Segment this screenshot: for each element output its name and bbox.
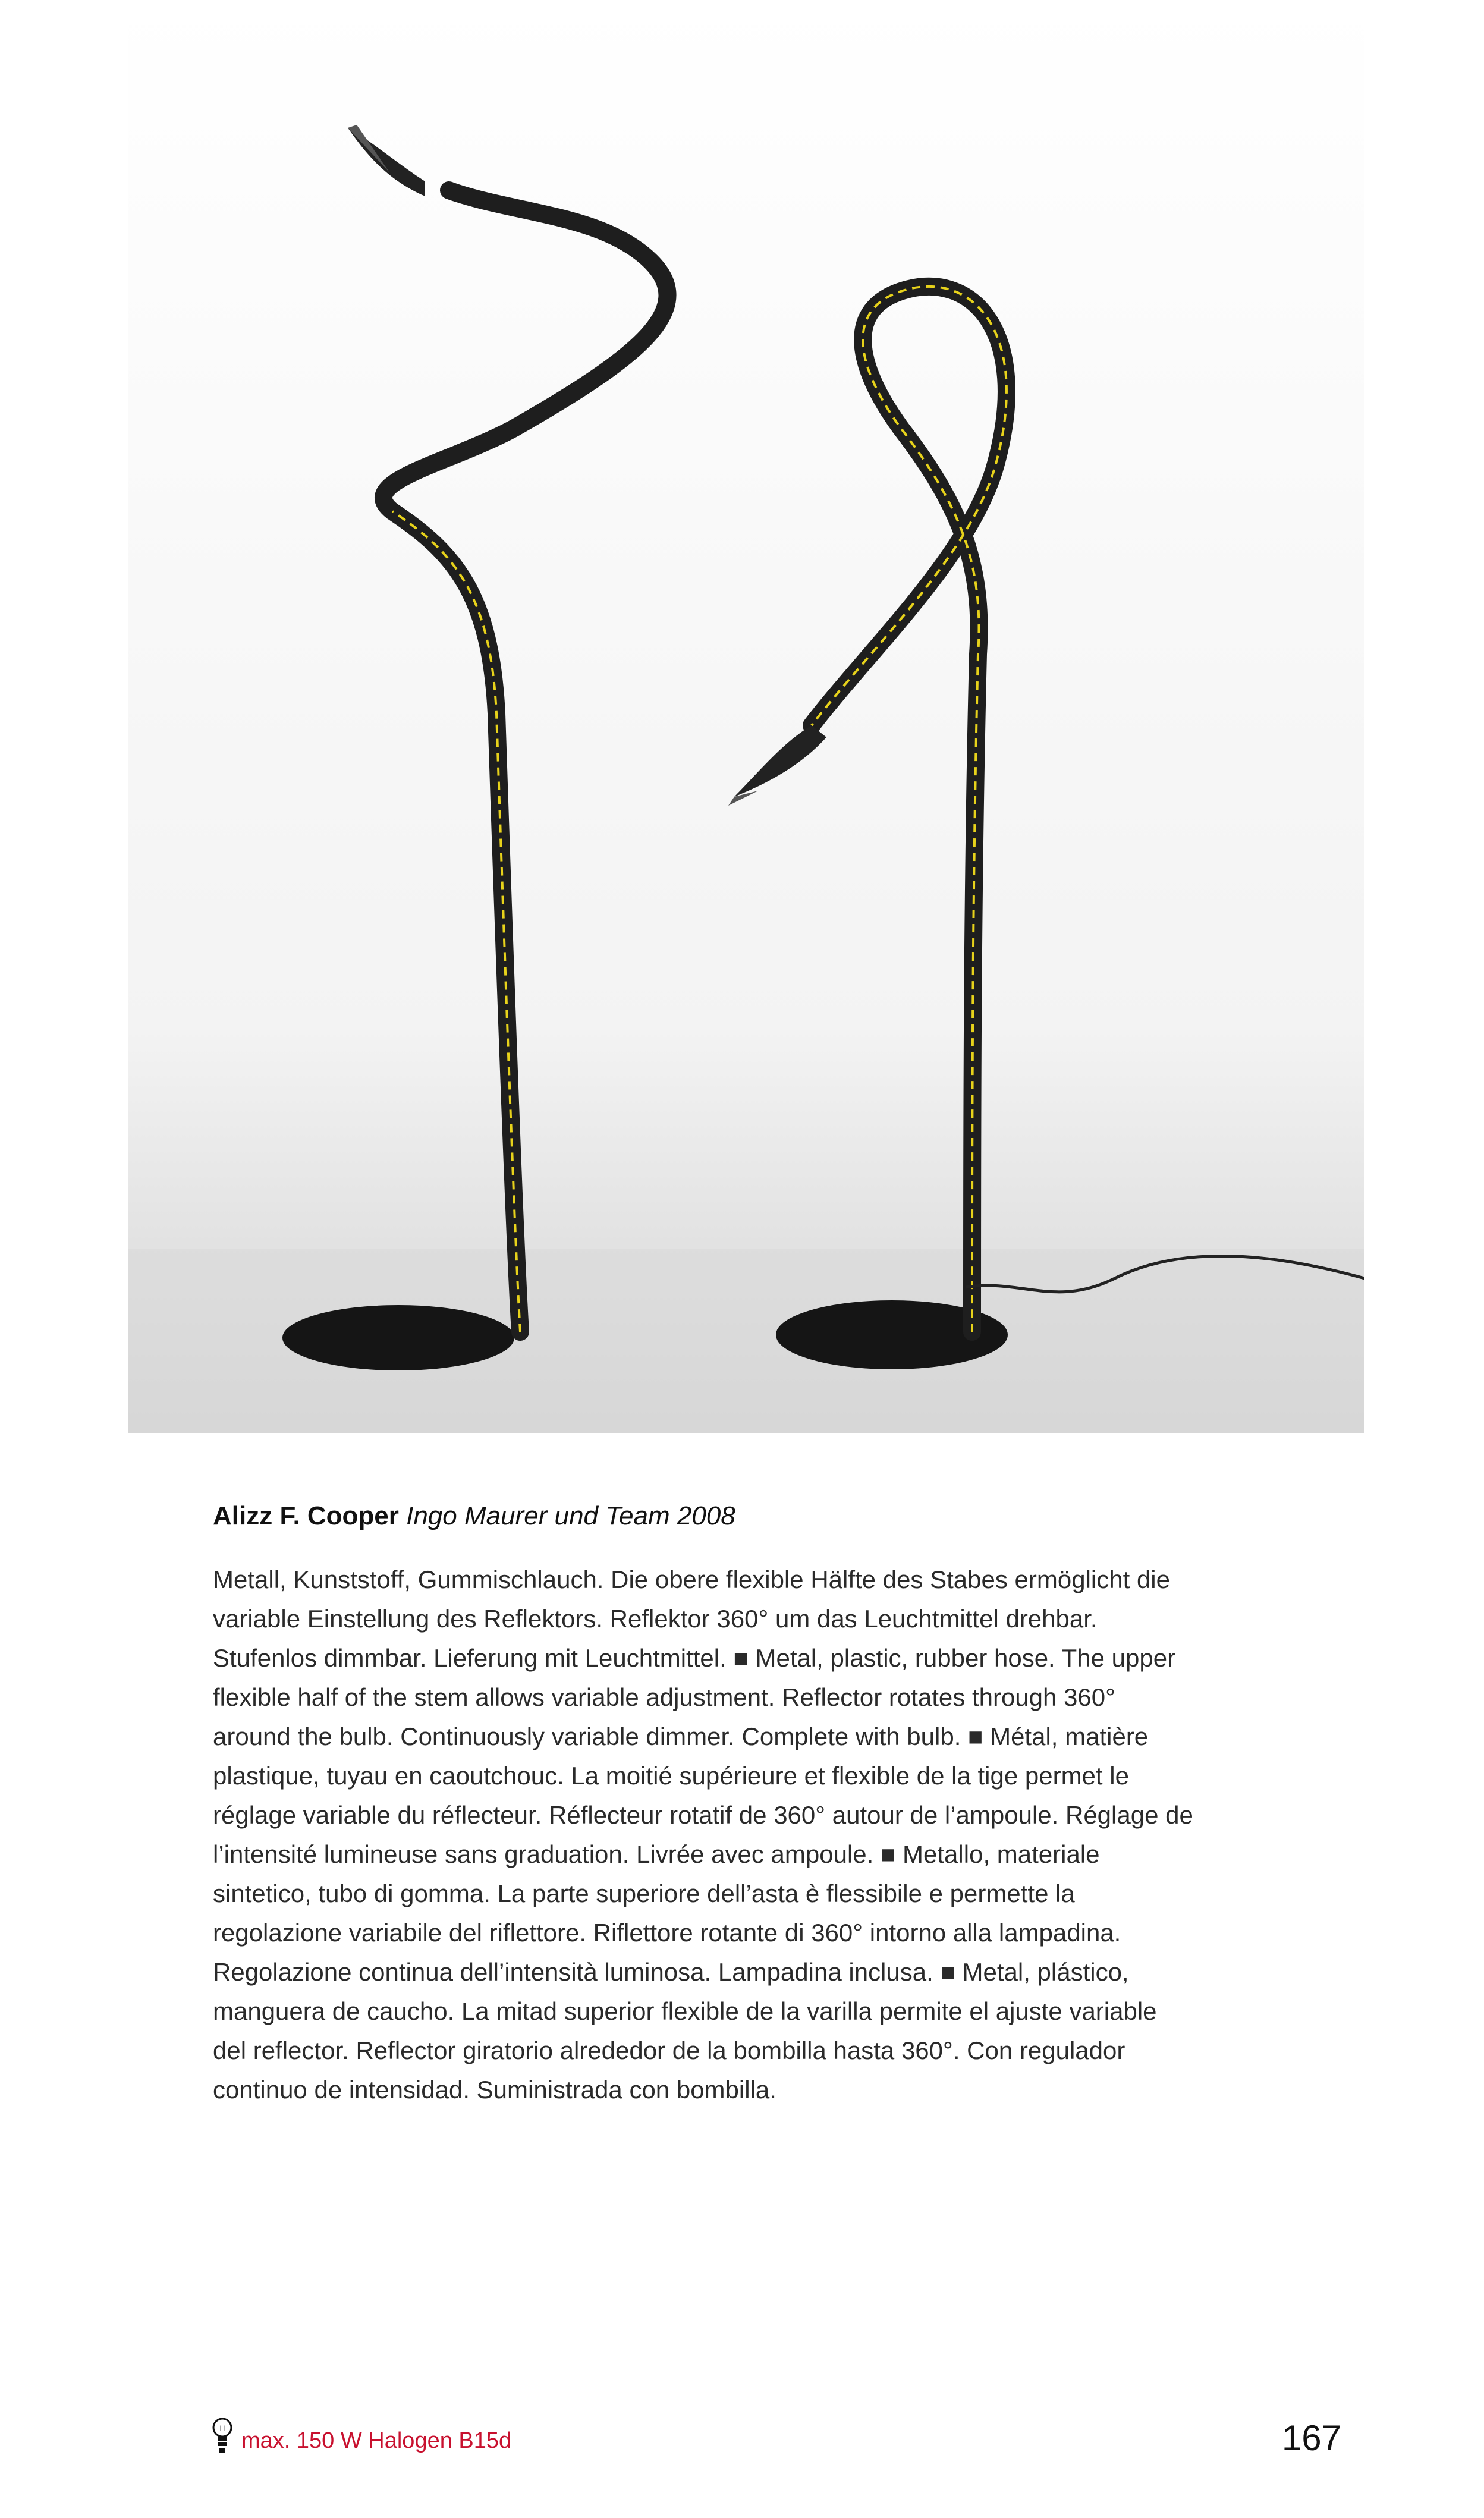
description-italian: Metallo, materiale sintetico, tubo di gomma. La parte superiore dell’asta è flessibile e permette la regolazione variabile del riflettore. Riflettore rotante di 360° intorno alla lampadina. Regolazione continua dell’intensità luminosa. Lampadina inclusa.: [213, 1840, 1121, 1986]
designer-year: Ingo Maurer und Team 2008: [406, 1501, 735, 1530]
separator-icon: ■: [733, 1644, 749, 1672]
product-entry: [213, 1498, 1194, 2110]
separator-icon: ■: [881, 1840, 896, 1868]
separator-icon: ■: [968, 1722, 983, 1750]
product-name: Alizz F. Cooper: [213, 1501, 399, 1530]
halogen-bulb-icon: [212, 2417, 233, 2456]
bulb-spec: max. 150 W Halogen B15d: [241, 2428, 512, 2453]
description-english: Metal, plastic, rubber hose. The upper flexible half of the stem allows variable adjustment. Reflector rotates through 360° around the bulb. Continuously variable dimmer. Complete with bulb.: [213, 1644, 1176, 1750]
entry-title: [213, 1498, 1194, 1534]
product-photo: [128, 0, 1364, 1433]
product-description: [213, 1560, 1194, 2110]
description-spanish: Metal, plástico, manguera de caucho. La mitad superior flexible de la varilla permite el ajuste variable del reflector. Reflector giratorio alrededor de la bombilla hasta 360°. Con regulador continuo de intensidad. Suministrada con bombilla.: [213, 1958, 1157, 2104]
description-german: Metall, Kunststoff, Gummischlauch. Die obere flexible Hälfte des Stabes ermöglicht die variable Einstellung des Reflektors. Reflektor 360° um das Leuchtmittel drehbar. Stufenlos dimmbar. Lieferung mit Leuchtmittel.: [213, 1566, 1170, 1672]
page-footer: [212, 2417, 1341, 2464]
svg-text:H: H: [219, 2424, 225, 2432]
page-number: 167: [1281, 2418, 1341, 2458]
description-french: Métal, matière plastique, tuyau en caoutchouc. La moitié supérieure et flexible de la tige permet le réglage variable du réflecteur. Réflecteur rotatif de 360° autour de l’ampoule. Réglage de l’intensité lumineuse sans graduation. Livrée avec ampoule.: [213, 1722, 1193, 1868]
separator-icon: ■: [940, 1958, 955, 1986]
